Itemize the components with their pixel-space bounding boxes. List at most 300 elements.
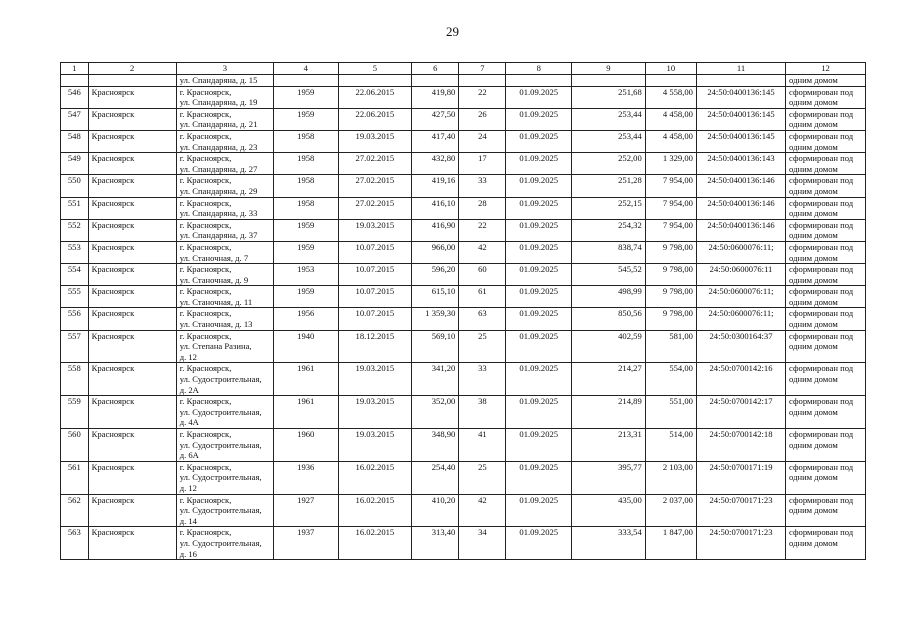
cell-date: 10.07.2015 <box>338 264 412 286</box>
address-line: г. Красноярск, <box>179 330 232 341</box>
address-line: г. Красноярск, <box>179 308 232 319</box>
cell-city: Красноярск <box>88 461 176 494</box>
column-header: 1 <box>61 63 89 75</box>
cell-sum: 838,74 <box>572 241 646 263</box>
cell-start: 01.09.2025 <box>506 197 572 219</box>
cell-year: 1958 <box>274 130 339 152</box>
address-line: ул. Станочная, д. 13 <box>179 319 253 330</box>
cell-sum: 213,31 <box>572 429 646 462</box>
cell-area: 417,40 <box>412 130 459 152</box>
table-row <box>61 197 866 219</box>
column-header: 6 <box>412 63 459 75</box>
cell-sum: 435,00 <box>572 494 646 527</box>
table-row <box>61 108 866 130</box>
cell-no: 558 <box>61 363 89 396</box>
note-line: сформирован под <box>789 494 854 505</box>
cell-sum: 253,44 <box>572 108 646 130</box>
cell-address <box>176 308 273 330</box>
cell-no: 557 <box>61 330 89 363</box>
cell-address <box>176 108 273 130</box>
cell-count <box>459 75 506 87</box>
registry-body <box>61 75 866 560</box>
continuation-row <box>61 75 866 87</box>
cell-city: Красноярск <box>88 86 176 108</box>
cell-count: 63 <box>459 308 506 330</box>
note-line: сформирован под <box>789 197 854 208</box>
address-line: г. Красноярск, <box>179 363 232 374</box>
address-line: ул. Судостроительная, <box>179 406 262 417</box>
address-line: д. 14 <box>179 515 197 526</box>
cell-city: Красноярск <box>88 308 176 330</box>
cell-start: 01.09.2025 <box>506 461 572 494</box>
cell-note <box>786 330 866 363</box>
column-number-header-row <box>61 63 866 75</box>
cell-note <box>786 461 866 494</box>
address-line: г. Красноярск, <box>179 527 232 538</box>
cell-year: 1961 <box>274 396 339 429</box>
cell-city: Красноярск <box>88 153 176 175</box>
cell-sum: 214,27 <box>572 363 646 396</box>
cell-city: Красноярск <box>88 219 176 241</box>
cell-no: 553 <box>61 241 89 263</box>
address-line: ул. Судостроительная, <box>179 537 262 548</box>
cell-note <box>786 527 866 560</box>
column-header: 7 <box>459 63 506 75</box>
cell-no: 550 <box>61 175 89 197</box>
cell-area: 416,10 <box>412 197 459 219</box>
cell-city: Красноярск <box>88 108 176 130</box>
cell-start: 01.09.2025 <box>506 264 572 286</box>
cell-no: 562 <box>61 494 89 527</box>
table-row <box>61 461 866 494</box>
address-line: г. Красноярск, <box>179 286 232 297</box>
cell-note <box>786 153 866 175</box>
cell-land: 9 798,00 <box>645 264 696 286</box>
cell-note <box>786 429 866 462</box>
cell-start: 01.09.2025 <box>506 286 572 308</box>
cell-date: 19.03.2015 <box>338 219 412 241</box>
address-line: г. Красноярск, <box>179 494 232 505</box>
cell-year: 1959 <box>274 86 339 108</box>
cell-start: 01.09.2025 <box>506 219 572 241</box>
cell-sum: 251,28 <box>572 175 646 197</box>
cell-date: 27.02.2015 <box>338 175 412 197</box>
note-line: одним домом <box>789 406 838 417</box>
cell-land: 4 458,00 <box>645 130 696 152</box>
cell-city: Красноярск <box>88 264 176 286</box>
cell-land: 514,00 <box>645 429 696 462</box>
note-line: одним домом <box>789 439 838 450</box>
cell-year: 1959 <box>274 219 339 241</box>
cell-city <box>88 75 176 87</box>
cell-land: 7 954,00 <box>645 175 696 197</box>
cell-area: 313,40 <box>412 527 459 560</box>
cell-note <box>786 308 866 330</box>
cell-no: 548 <box>61 130 89 152</box>
cell-area: 419,80 <box>412 86 459 108</box>
cell-start: 01.09.2025 <box>506 108 572 130</box>
cell-year: 1958 <box>274 153 339 175</box>
address-line: ул. Судостроительная, <box>179 439 262 450</box>
cell-cadastral: 24:50:0600076:11; <box>696 308 785 330</box>
cell-year: 1940 <box>274 330 339 363</box>
cell-note <box>786 219 866 241</box>
cell-area: 432,80 <box>412 153 459 175</box>
cell-area: 352,00 <box>412 396 459 429</box>
address-line: ул. Спандаряна, д. 23 <box>179 141 258 152</box>
cell-count: 60 <box>459 264 506 286</box>
cell-date: 10.07.2015 <box>338 241 412 263</box>
cell-year <box>274 75 339 87</box>
cell-count: 26 <box>459 108 506 130</box>
cell-area: 569,10 <box>412 330 459 363</box>
table-row <box>61 130 866 152</box>
cell-area: 596,20 <box>412 264 459 286</box>
page-number: 29 <box>446 24 459 39</box>
note-line: одним домом <box>789 505 838 516</box>
note-line: сформирован под <box>789 308 854 319</box>
cell-city: Красноярск <box>88 396 176 429</box>
cell-no: 546 <box>61 86 89 108</box>
cell-address <box>176 429 273 462</box>
note-line: сформирован под <box>789 86 854 97</box>
cell-address <box>176 86 273 108</box>
note-line: сформирован под <box>789 330 854 341</box>
cell-date: 19.03.2015 <box>338 396 412 429</box>
note-line: сформирован под <box>789 527 854 538</box>
cell-count: 61 <box>459 286 506 308</box>
cell-date: 16.02.2015 <box>338 527 412 560</box>
note-line: одним домом <box>789 208 838 219</box>
cell-note <box>786 241 866 263</box>
cell-date: 22.06.2015 <box>338 108 412 130</box>
address-line: д. 4А <box>179 417 199 428</box>
cell-cadastral: 24:50:0700171:23 <box>696 527 785 560</box>
cell-land: 9 798,00 <box>645 241 696 263</box>
column-header: 11 <box>696 63 785 75</box>
note-line: сформирован под <box>789 396 854 407</box>
cell-date: 27.02.2015 <box>338 153 412 175</box>
cell-count: 38 <box>459 396 506 429</box>
cell-count: 25 <box>459 461 506 494</box>
cell-cadastral: 24:50:0400136:145 <box>696 108 785 130</box>
cell-start: 01.09.2025 <box>506 130 572 152</box>
cell-start <box>506 75 572 87</box>
cell-year: 1936 <box>274 461 339 494</box>
cell-sum: 850,56 <box>572 308 646 330</box>
cell-area: 341,20 <box>412 363 459 396</box>
cell-cadastral: 24:50:0700171:19 <box>696 461 785 494</box>
cell-city: Красноярск <box>88 175 176 197</box>
cell-city: Красноярск <box>88 330 176 363</box>
address-line: д. 6А <box>179 450 199 461</box>
cell-count: 22 <box>459 86 506 108</box>
cell-start: 01.09.2025 <box>506 330 572 363</box>
table-row <box>61 153 866 175</box>
cell-year: 1959 <box>274 241 339 263</box>
address-line: ул. Степана Разина, <box>179 341 252 352</box>
note-line: сформирован под <box>789 461 854 472</box>
cell-city: Красноярск <box>88 363 176 396</box>
table-row <box>61 219 866 241</box>
cell-year: 1961 <box>274 363 339 396</box>
cell-city: Красноярск <box>88 527 176 560</box>
cell-city: Красноярск <box>88 429 176 462</box>
note-line: одним домом <box>789 119 838 130</box>
cell-area: 254,40 <box>412 461 459 494</box>
note-line: одним домом <box>789 141 838 152</box>
cell-area: 410,20 <box>412 494 459 527</box>
cell-count: 41 <box>459 429 506 462</box>
note-line: одним домом <box>789 185 838 196</box>
note-line: сформирован под <box>789 108 854 119</box>
cell-count: 28 <box>459 197 506 219</box>
column-header: 2 <box>88 63 176 75</box>
cell-city: Красноярск <box>88 241 176 263</box>
cell-date: 16.02.2015 <box>338 461 412 494</box>
cell-start: 01.09.2025 <box>506 175 572 197</box>
cell-note <box>786 130 866 152</box>
address-line: г. Красноярск, <box>179 175 232 186</box>
cell-cadastral: 24:50:0600076:11; <box>696 286 785 308</box>
cell-land: 554,00 <box>645 363 696 396</box>
note-line: сформирован под <box>789 130 854 141</box>
table-row <box>61 286 866 308</box>
cell-date: 19.03.2015 <box>338 130 412 152</box>
cell-year: 1959 <box>274 108 339 130</box>
cell-land: 2 037,00 <box>645 494 696 527</box>
address-line: ул. Спандаряна, д. 37 <box>179 230 258 241</box>
cell-year: 1958 <box>274 197 339 219</box>
cell-note <box>786 396 866 429</box>
cell-date: 18.12.2015 <box>338 330 412 363</box>
cell-note <box>786 108 866 130</box>
cell-start: 01.09.2025 <box>506 494 572 527</box>
cell-cadastral: 24:50:0400136:146 <box>696 197 785 219</box>
cell-cadastral: 24:50:0400136:146 <box>696 175 785 197</box>
table-row <box>61 396 866 429</box>
cell-cadastral: 24:50:0400136:146 <box>696 219 785 241</box>
cell-land: 9 798,00 <box>645 286 696 308</box>
address-line: ул. Спандаряна, д. 19 <box>179 97 258 108</box>
cell-count: 33 <box>459 363 506 396</box>
address-line: д. 16 <box>179 548 197 559</box>
note-line: сформирован под <box>789 264 854 275</box>
cell-area: 615,10 <box>412 286 459 308</box>
cell-start: 01.09.2025 <box>506 241 572 263</box>
address-line: ул. Станочная, д. 9 <box>179 274 249 285</box>
column-header: 9 <box>572 63 646 75</box>
cell-date: 22.06.2015 <box>338 86 412 108</box>
address-line: г. Красноярск, <box>179 241 232 252</box>
address-line: ул. Спандаряна, д. 33 <box>179 208 258 219</box>
cell-no: 563 <box>61 527 89 560</box>
cell-sum: 252,15 <box>572 197 646 219</box>
note-line: сформирован под <box>789 241 854 252</box>
cell-start: 01.09.2025 <box>506 429 572 462</box>
cell-count: 17 <box>459 153 506 175</box>
table-row <box>61 363 866 396</box>
cell-year: 1956 <box>274 308 339 330</box>
housing-registry-table <box>60 62 866 560</box>
cell-cadastral: 24:50:0700142:16 <box>696 363 785 396</box>
cell-land: 1 329,00 <box>645 153 696 175</box>
cell-cadastral: 24:50:0700171:23 <box>696 494 785 527</box>
address-line: г. Красноярск, <box>179 197 232 208</box>
note-line: одним домом <box>789 230 838 241</box>
cell-address <box>176 75 273 87</box>
address-line: ул. Судостроительная, <box>179 472 262 483</box>
cell-no: 551 <box>61 197 89 219</box>
cell-sum <box>572 75 646 87</box>
table-row <box>61 86 866 108</box>
cell-date: 27.02.2015 <box>338 197 412 219</box>
table-row <box>61 241 866 263</box>
cell-no: 559 <box>61 396 89 429</box>
note-line: сформирован под <box>789 175 854 186</box>
cell-sum: 498,99 <box>572 286 646 308</box>
address-line: г. Красноярск, <box>179 264 232 275</box>
cell-address <box>176 494 273 527</box>
note-line: одним домом <box>789 296 838 307</box>
address-line: г. Красноярск, <box>179 108 232 119</box>
column-header: 12 <box>786 63 866 75</box>
cell-land: 7 954,00 <box>645 219 696 241</box>
cell-date: 19.03.2015 <box>338 429 412 462</box>
cell-no: 554 <box>61 264 89 286</box>
note-line: одним домом <box>789 163 838 174</box>
table-row <box>61 330 866 363</box>
note-line: одним домом <box>789 274 838 285</box>
cell-address <box>176 527 273 560</box>
cell-start: 01.09.2025 <box>506 527 572 560</box>
table-row <box>61 175 866 197</box>
cell-land: 551,00 <box>645 396 696 429</box>
cell-address <box>176 461 273 494</box>
cell-sum: 251,68 <box>572 86 646 108</box>
address-line: ул. Судостроительная, <box>179 505 262 516</box>
note-line: одним домом <box>789 537 838 548</box>
cell-count: 24 <box>459 130 506 152</box>
cell-date <box>338 75 412 87</box>
cell-land: 9 798,00 <box>645 308 696 330</box>
cell-count: 22 <box>459 219 506 241</box>
cell-city: Красноярск <box>88 197 176 219</box>
column-header: 3 <box>176 63 273 75</box>
cell-no <box>61 75 89 87</box>
cell-address <box>176 197 273 219</box>
cell-note <box>786 175 866 197</box>
cell-area: 1 359,30 <box>412 308 459 330</box>
address-line: г. Красноярск, <box>179 219 232 230</box>
cell-land: 2 103,00 <box>645 461 696 494</box>
column-header: 8 <box>506 63 572 75</box>
table-row <box>61 429 866 462</box>
note-line: сформирован под <box>789 429 854 439</box>
table-row <box>61 264 866 286</box>
cell-land: 581,00 <box>645 330 696 363</box>
cell-start: 01.09.2025 <box>506 308 572 330</box>
address-line: ул. Спандаряна, д. 21 <box>179 119 258 130</box>
cell-no: 560 <box>61 429 89 462</box>
cell-year: 1927 <box>274 494 339 527</box>
table-row <box>61 527 866 560</box>
cell-note <box>786 264 866 286</box>
cell-land: 4 458,00 <box>645 108 696 130</box>
cell-area: 419,16 <box>412 175 459 197</box>
address-line: г. Красноярск, <box>179 130 232 141</box>
cell-note <box>786 197 866 219</box>
cell-city: Красноярск <box>88 494 176 527</box>
cell-cadastral: 24:50:0700142:17 <box>696 396 785 429</box>
cell-cadastral: 24:50:0400136:143 <box>696 153 785 175</box>
note-line: одним домом <box>789 97 838 108</box>
note-line: сформирован под <box>789 286 854 297</box>
address-line: д. 12 <box>179 482 197 493</box>
cell-note <box>786 75 866 87</box>
cell-cadastral: 24:50:0700142:18 <box>696 429 785 462</box>
cell-note <box>786 363 866 396</box>
cell-count: 42 <box>459 241 506 263</box>
note-line: одним домом <box>789 252 838 263</box>
address-line: г. Красноярск, <box>179 429 232 439</box>
address-line: г. Красноярск, <box>179 86 232 97</box>
cell-year: 1959 <box>274 286 339 308</box>
cell-note <box>786 494 866 527</box>
cell-cadastral: 24:50:0300164:37 <box>696 330 785 363</box>
cell-area: 348,90 <box>412 429 459 462</box>
cell-no: 552 <box>61 219 89 241</box>
cell-date: 19.03.2015 <box>338 363 412 396</box>
note-line: сформирован под <box>789 363 854 374</box>
table-row <box>61 308 866 330</box>
address-line: г. Красноярск, <box>179 461 232 472</box>
address-line: ул. Судостроительная, <box>179 374 262 385</box>
cell-address <box>176 330 273 363</box>
cell-sum: 545,52 <box>572 264 646 286</box>
cell-city: Красноярск <box>88 286 176 308</box>
cell-no: 561 <box>61 461 89 494</box>
cell-area: 416,90 <box>412 219 459 241</box>
cell-date: 10.07.2015 <box>338 308 412 330</box>
cell-date: 10.07.2015 <box>338 286 412 308</box>
note-line: одним домом <box>789 319 838 330</box>
cell-cadastral: 24:50:0600076:11 <box>696 264 785 286</box>
cell-start: 01.09.2025 <box>506 396 572 429</box>
cell-sum: 402,59 <box>572 330 646 363</box>
note-line: одним домом <box>789 75 838 85</box>
cell-date: 16.02.2015 <box>338 494 412 527</box>
cell-cadastral: 24:50:0600076:11; <box>696 241 785 263</box>
address-line: г. Красноярск, <box>179 396 232 407</box>
note-line: одним домом <box>789 472 838 483</box>
cell-year: 1958 <box>274 175 339 197</box>
cell-note <box>786 86 866 108</box>
address-line: ул. Спандаряна, д. 29 <box>179 185 258 196</box>
cell-address <box>176 396 273 429</box>
cell-address <box>176 153 273 175</box>
cell-count: 42 <box>459 494 506 527</box>
address-line: ул. Спандаряна, д. 15 <box>179 75 258 85</box>
cell-land: 1 847,00 <box>645 527 696 560</box>
cell-address <box>176 219 273 241</box>
cell-sum: 254,32 <box>572 219 646 241</box>
cell-no: 556 <box>61 308 89 330</box>
note-line: одним домом <box>789 374 838 385</box>
cell-area: 427,50 <box>412 108 459 130</box>
address-line: ул. Спандаряна, д. 27 <box>179 163 258 174</box>
cell-sum: 214,89 <box>572 396 646 429</box>
